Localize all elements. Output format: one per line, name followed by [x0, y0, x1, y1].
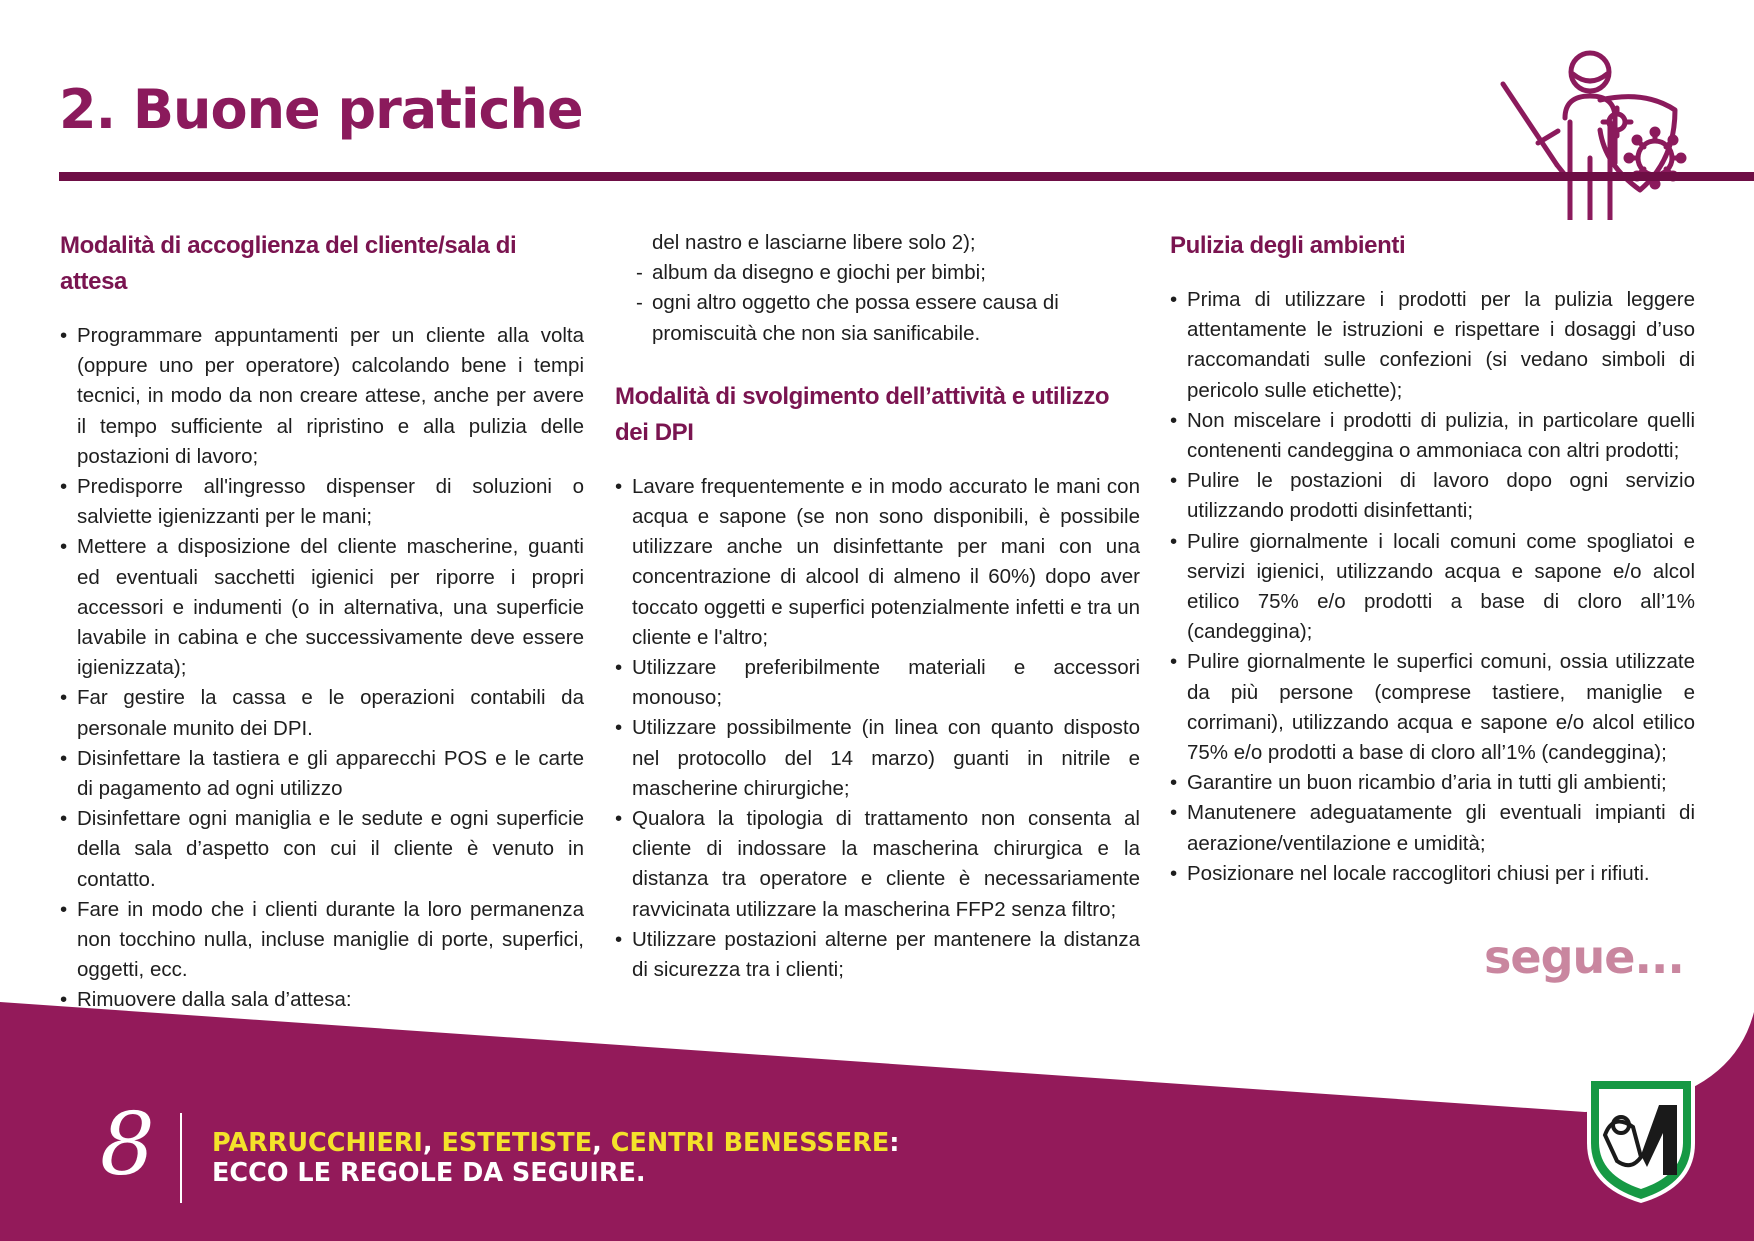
- list-item: • Pulire giornalmente i locali comuni come spogliatoi e servizi igienici, utilizzando acqua e sapone e/o alcol etilico 75% e/o prodotti a base di cloro all’1% (candeggina);: [1170, 527, 1695, 648]
- cleaning-list: [1170, 285, 1695, 889]
- column-cleaning: [1170, 228, 1695, 889]
- footer-comma: ,: [422, 1128, 442, 1158]
- list-item: • Disinfettare ogni maniglia e le sedute e ogni superficie della sala d’aspetto con cui il cliente è venuto in contatto.: [60, 804, 584, 895]
- continued-sub-list: [615, 258, 1140, 349]
- page-number: 8: [100, 1095, 155, 1195]
- footer-comma: ,: [592, 1128, 611, 1158]
- list-item: • Qualora la tipologia di trattamento non consenta al cliente di indossare la mascherina chirurgica e la distanza tra operatore e cliente è necessariamente ravvicinata utilizzare la mascherina FFP2 senza filtro;: [615, 804, 1140, 925]
- column-activity: [615, 228, 1140, 985]
- footer-word-hairdressers: PARRUCCHIERI: [212, 1128, 423, 1158]
- list-item: • Pulire giornalmente le superfici comuni, ossia utilizzate da più persone (comprese tastiere, maniglie e corrimani), utilizzando acqua e sapone e/o alcol etilico 75% e/o prodotti a base di cloro all’1% (candeggina);: [1170, 647, 1695, 768]
- footer-word-wellness: CENTRI BENESSERE: [610, 1128, 890, 1158]
- list-item: • Posizionare nel locale raccoglitori chiusi per i rifiuti.: [1170, 859, 1695, 889]
- list-item: • Far gestire la cassa e le operazioni contabili da personale munito dei DPI.: [60, 683, 584, 743]
- list-item: • Prima di utilizzare i prodotti per la pulizia leggere attentamente le istruzioni e rispettare i dosaggi d’uso raccomandati sulle confezioni (si vedano simboli di pericolo sulle etichette);: [1170, 285, 1695, 406]
- sub-list-item: - album da disegno e giochi per bimbi;: [634, 258, 1140, 288]
- footer-line-1: [212, 1128, 899, 1158]
- list-item: • Non miscelare i prodotti di pulizia, in particolare quelli contenenti candeggina o ammoniaca con altri prodotti;: [1170, 406, 1695, 466]
- list-item: • Utilizzare possibilmente (in linea con quanto disposto nel protocollo del 14 marzo) guanti in nitrile e mascherine chirurgiche;: [615, 713, 1140, 804]
- list-item: • Programmare appuntamenti per un cliente alla volta (oppure uno per operatore) calcolando bene i tempi tecnici, in modo da non creare attese, anche per avere il tempo sufficiente al ripristino e alla pulizia delle postazioni di lavoro;: [60, 321, 584, 472]
- sub-list-item: - ogni altro oggetto che possa essere causa di promiscuità che non sia sanificabile.: [634, 288, 1140, 348]
- footer-band: [0, 990, 1754, 1241]
- list-item: • Predisporre all'ingresso dispenser di soluzioni o salviette igienizzanti per le mani;: [60, 472, 584, 532]
- regione-marche-shield-logo-icon: [1585, 1075, 1697, 1205]
- section-heading-welcome: Modalità di accoglienza del cliente/sala di attesa: [60, 232, 517, 295]
- welcome-list: [60, 321, 584, 1016]
- list-item: • Fare in modo che i clienti durante la loro permanenza non tocchino nulla, incluse maniglie di porte, superfici, oggetti, ecc.: [60, 895, 584, 986]
- list-item: • Garantire un buon ricambio d’aria in tutti gli ambienti;: [1170, 768, 1695, 798]
- list-item: • Lavare frequentemente e in modo accurato le mani con acqua e sapone (se non sono disponibili, è possibile utilizzare anche un disinfettante per mani con una concentrazione di alcool di almeno il 60%) dopo aver toccato oggetti e superfici potenzialmente infetti e tra un cliente e l'altro;: [615, 472, 1140, 653]
- masked-person-with-sword-and-shield-virus-icon: [1495, 40, 1705, 220]
- column-welcome: [60, 228, 584, 1076]
- page-title: 2. Buone pratiche: [59, 78, 583, 141]
- list-item: • Mettere a disposizione del cliente mascherine, guanti ed eventuali sacchetti igienici per riporre i propri accessori e indumenti (o in alternativa, una superficie lavabile in cabina e che successivamente deve essere igienizzata);: [60, 532, 584, 683]
- footer-word-beauticians: ESTETISTE: [441, 1128, 593, 1158]
- footer-divider: [180, 1113, 182, 1203]
- section-heading-activity: Modalità di svolgimento dell’attività e utilizzo dei DPI: [615, 382, 1110, 446]
- list-item: • Utilizzare postazioni alterne per mantenere la distanza di sicurezza tra i clienti;: [615, 925, 1140, 985]
- section-heading-cleaning: Pulizia degli ambienti: [1170, 232, 1406, 259]
- footer-colon: :: [889, 1128, 900, 1158]
- continues-label: segue...: [1484, 930, 1684, 984]
- activity-list: [615, 472, 1140, 985]
- list-item: • Disinfettare la tastiera e gli apparecchi POS e le carte di pagamento ad ogni utilizzo: [60, 744, 584, 804]
- list-item: • Pulire le postazioni di lavoro dopo ogni servizio utilizzando prodotti disinfettanti;: [1170, 466, 1695, 526]
- list-item: • Utilizzare preferibilmente materiali e accessori monouso;: [615, 653, 1140, 713]
- title-divider: [59, 172, 1754, 181]
- list-item: • Rimuovere dalla sala d’attesa:: [60, 985, 584, 1015]
- footer-title: [212, 1128, 899, 1188]
- list-item: • Manutenere adeguatamente gli eventuali impianti di aerazione/ventilazione e umidità;: [1170, 798, 1695, 858]
- footer-line-2: ECCO LE REGOLE DA SEGUIRE.: [212, 1158, 646, 1188]
- continued-text: del nastro e lasciarne libere solo 2);: [652, 231, 976, 254]
